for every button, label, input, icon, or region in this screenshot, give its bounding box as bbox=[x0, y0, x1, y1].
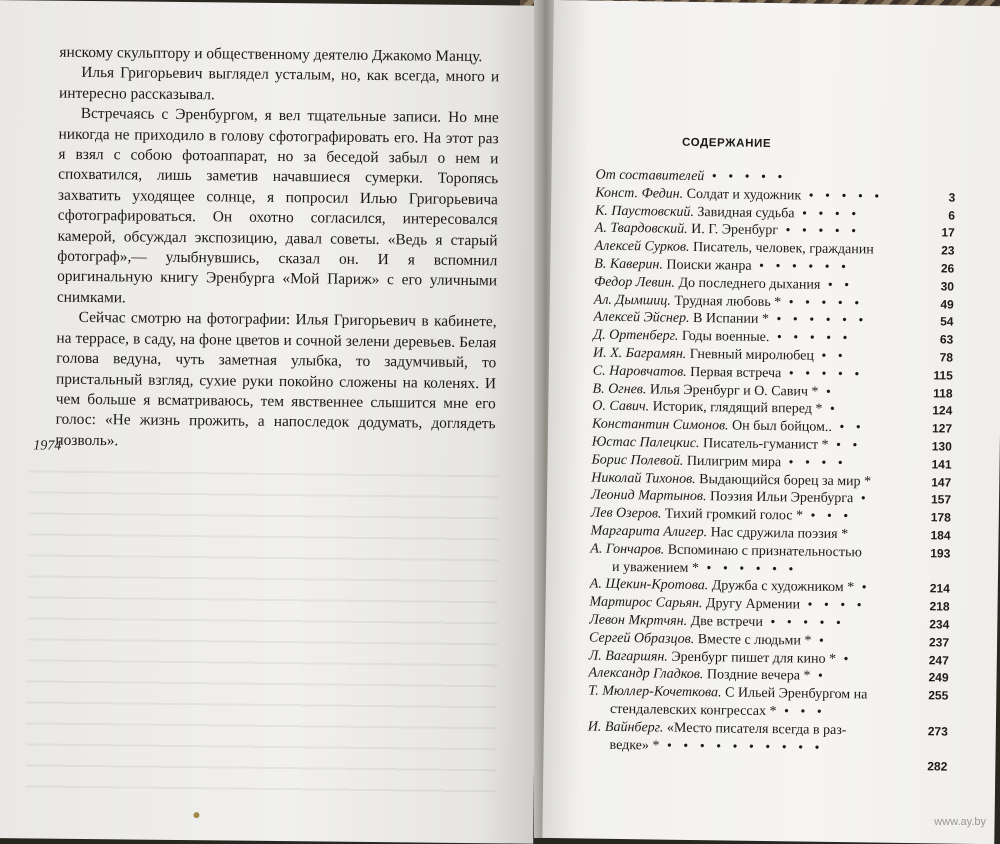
toc-page-number: 30 bbox=[940, 279, 955, 294]
toc-page-number: 17 bbox=[941, 225, 955, 241]
toc-title: Эренбург пишет для кино * bbox=[671, 649, 837, 667]
toc-author: В. Огнев. bbox=[592, 381, 647, 397]
toc-leader-dots: • • bbox=[813, 348, 847, 365]
toc-title-continued: и уважением * • • • • • • bbox=[611, 559, 798, 577]
toc-leader-dots: • • • • • bbox=[781, 294, 864, 311]
toc-leader-dots: • • • • bbox=[781, 454, 847, 471]
toc-page-number: 130 bbox=[931, 439, 952, 454]
toc-title: Пилигрим мира bbox=[686, 453, 782, 470]
toc-title: Две встречи bbox=[690, 613, 763, 630]
toc-entry bbox=[587, 718, 947, 759]
toc-page-number: 63 bbox=[939, 332, 954, 347]
toc-author: Борис Полевой. bbox=[591, 452, 684, 469]
table-of-contents bbox=[587, 167, 956, 774]
toc-author: Алексей Эйснер. bbox=[593, 309, 690, 327]
toc-leader-dots: • • • • bbox=[794, 205, 861, 222]
toc-leader-dots: • • • • • bbox=[769, 330, 852, 347]
toc-author: Мартирос Сарьян. bbox=[589, 594, 703, 612]
toc-author: К. Паустовский. bbox=[594, 203, 695, 220]
toc-page-number: 273 bbox=[927, 723, 948, 739]
toc-page-number: 26 bbox=[940, 261, 955, 276]
toc-title: Выдающийся борец за мир * bbox=[699, 471, 872, 490]
toc-page-number: 178 bbox=[930, 510, 951, 525]
toc-title: Дружба с художником * bbox=[711, 578, 855, 596]
paragraph: янскому скульптору и общественному деятелю Джакомо Манцу. bbox=[59, 43, 483, 66]
toc-page-number: 23 bbox=[941, 243, 955, 258]
toc-author: А. Щекин-Кротова. bbox=[589, 576, 709, 594]
toc-leader-dots: • bbox=[822, 402, 839, 418]
toc-title: До последнего дыхания bbox=[678, 275, 821, 293]
paper-spot bbox=[193, 812, 199, 818]
toc-title: Другу Армении bbox=[705, 596, 801, 613]
toc-author: Ал. Дымшиц. bbox=[593, 292, 671, 309]
toc-author: Конст. Федин. bbox=[595, 185, 684, 202]
toc-author: Федор Левин. bbox=[593, 274, 676, 291]
toc-author: От составителей bbox=[595, 167, 705, 185]
toc-title-continued: ведке» * • • • • • • • • • • bbox=[609, 737, 824, 756]
toc-title: Тихий громкий голос * bbox=[664, 506, 804, 524]
toc-title: Писатель, человек, гражданин bbox=[692, 240, 874, 258]
toc-author: Лев Озеров. bbox=[590, 505, 662, 522]
toc-leader-dots: • bbox=[854, 580, 871, 596]
toc-leader-dots: • bbox=[853, 491, 870, 507]
toc-title: Поиски жанра bbox=[666, 257, 752, 274]
toc-leader-dots: • • • • • bbox=[777, 223, 861, 240]
toc-page-number: 115 bbox=[933, 368, 953, 383]
toc-page-number: 193 bbox=[930, 546, 951, 561]
toc-title: Поздние вечера * bbox=[706, 667, 811, 684]
toc-page-number: 78 bbox=[939, 350, 954, 365]
toc-title: Поэзия Ильи Эренбурга bbox=[709, 489, 854, 507]
toc-author: Левон Мкртчян. bbox=[589, 612, 688, 629]
toc-page-number: 184 bbox=[930, 528, 951, 543]
toc-page-number: 249 bbox=[928, 670, 949, 685]
toc-author: Александр Гладков. bbox=[588, 665, 704, 683]
paragraph: Илья Григорьевич выглядел усталым, но, как всегда, много и интересно рассказывал. bbox=[58, 64, 500, 104]
toc-author: В. Каверин. bbox=[594, 256, 664, 273]
paragraph: Встречаясь с Эренбургом, я вел тщательные записи. Но мне никогда не приходило в голову сфотографировать его. На этот раз я взял с собою фотоаппарат, но за беседой забыл о нем и спохватился, лишь заметив начавшиеся сумерки. Торопясь захватить уходящее солнце, я попросил Илью Григорьевича сфотографироваться. Он охотно согласился, интересовался камерой, обсуждал экспозицию, давал советы. «Ведь я старый фотограф»,— улыбнувшись, сказал он. И я вспомнил оригинальную книгу Эренбурга «Мой Париж» с его уличными снимками. bbox=[56, 105, 499, 307]
toc-leader-dots: • • • • • • bbox=[751, 258, 851, 276]
toc-leader-dots: • • • • • bbox=[801, 188, 884, 205]
toc-title: Первая встреча bbox=[690, 364, 782, 381]
toc-leader-dots: • bbox=[811, 633, 828, 649]
toc-title: В Испании * bbox=[692, 311, 770, 328]
toc-page-number: 157 bbox=[930, 492, 952, 507]
toc-title: Годы военные. bbox=[681, 328, 770, 346]
toc-leader-dots: • • • • • • bbox=[698, 560, 798, 577]
toc-author: Константин Симонов. bbox=[591, 416, 729, 434]
toc-author: Д. Ортенберг. bbox=[593, 327, 679, 344]
toc-title: Он был бойцом.. bbox=[731, 418, 832, 436]
toc-author: С. Наровчатов. bbox=[592, 363, 687, 380]
toc-page-number: 127 bbox=[931, 421, 953, 436]
toc-page-number: 234 bbox=[929, 617, 950, 632]
toc-page-number: 237 bbox=[928, 635, 950, 650]
toc-author: Юстас Палецкис. bbox=[591, 434, 700, 452]
toc-title: Трудная любовь * bbox=[674, 293, 782, 310]
toc-title: Историк, глядящий вперед * bbox=[652, 399, 823, 418]
toc-author: Т. Мюллер-Кочеткова. bbox=[588, 683, 722, 701]
left-page-text bbox=[55, 43, 499, 456]
toc-leader-dots: • • • • • • bbox=[768, 312, 868, 329]
toc-entry bbox=[590, 540, 950, 581]
toc-title: «Место писателя всегда в раз- bbox=[666, 720, 847, 738]
toc-leader-dots: • • • • • bbox=[762, 614, 845, 632]
toc-page-number: 49 bbox=[940, 297, 954, 312]
right-page bbox=[542, 0, 1000, 844]
toc-author: А. Гончаров. bbox=[590, 541, 665, 558]
toc-page-number: 218 bbox=[929, 599, 950, 614]
toc-author: Сергей Образцов. bbox=[588, 630, 695, 647]
toc-page-number: 124 bbox=[932, 403, 953, 418]
toc-title: Солдат и художник bbox=[686, 186, 802, 204]
toc-page-number: 282 bbox=[927, 759, 948, 774]
toc-title: Гневный миролюбец bbox=[689, 346, 814, 364]
toc-title: Завидная судьба bbox=[697, 204, 795, 221]
toc-page-number: 247 bbox=[928, 652, 949, 668]
toc-author: Леонид Мартынов. bbox=[590, 487, 707, 505]
toc-author: О. Савич. bbox=[592, 398, 650, 415]
toc-author: А. Твардовский. bbox=[594, 220, 688, 238]
toc-heading: СОДЕРЖАНИЕ bbox=[681, 136, 772, 151]
toc-page-number: 214 bbox=[929, 581, 950, 596]
toc-page-number: 141 bbox=[931, 457, 952, 472]
toc-title: Вместе с людьми * bbox=[697, 631, 812, 649]
toc-leader-dots: • • • bbox=[776, 704, 826, 720]
toc-page-number: 118 bbox=[933, 385, 953, 401]
toc-leader-dots: • • • bbox=[802, 508, 853, 525]
toc-page-number: 147 bbox=[931, 474, 952, 490]
toc-leader-dots: • • bbox=[831, 420, 865, 436]
toc-title: Вспоминаю с признательностью bbox=[667, 542, 863, 561]
toc-page-number: 255 bbox=[928, 688, 949, 703]
toc-author: Алексей Сурков. bbox=[594, 238, 690, 256]
toc-page-number: 3 bbox=[948, 190, 956, 205]
toc-title: Илья Эренбург и О. Савич * bbox=[649, 381, 819, 400]
year-label: 1974 bbox=[33, 438, 62, 454]
toc-title: И. Г. Эренбург bbox=[691, 222, 779, 239]
toc-page-number: 6 bbox=[948, 208, 956, 223]
toc-leader-dots: • bbox=[810, 668, 827, 685]
toc-leader-dots: • • bbox=[820, 277, 854, 293]
toc-leader-dots: • • • • • • • • • • bbox=[659, 738, 824, 756]
toc-title: Нас сдружила поэзия * bbox=[710, 525, 849, 543]
toc-author: Николай Тихонов. bbox=[591, 470, 696, 487]
toc-page-number: 54 bbox=[940, 314, 954, 329]
toc-leader-dots: • • • • • bbox=[704, 169, 787, 186]
toc-leader-dots: • • • • bbox=[799, 597, 866, 614]
toc-title: Писатель-гуманист * bbox=[702, 436, 829, 453]
toc-author: Маргарита Алигер. bbox=[590, 523, 708, 541]
toc-leader-dots: • bbox=[818, 384, 835, 400]
paragraph: Сейчас смотрю на фотографии: Илья Григорьевич в кабинете, на террасе, в саду, на фоне цветов и сочной зелени деревьев. Белая голова ведуна, чуть заметная улыбка, то задумчивый, то пристальный взгляд, сухие руки покойно сложены на коленях. И чем больше я всматриваюсь, тем явственнее слышится мне его голос: «Не жизнь прожить, а напоследок додумать, доглядеть позволь». bbox=[55, 309, 497, 450]
toc-leader-dots: • • bbox=[828, 437, 862, 454]
toc-entry bbox=[588, 683, 948, 724]
toc-title-continued: стендалевских конгрессах * • • • bbox=[609, 701, 826, 720]
show-through-text bbox=[26, 470, 499, 805]
toc-title: С Ильей Эренбургом на bbox=[724, 685, 868, 703]
toc-author: И. Вайнберг. bbox=[587, 719, 664, 736]
toc-leader-dots: • • • • • bbox=[781, 365, 864, 383]
toc-author: И. Х. Баграмян. bbox=[592, 345, 687, 362]
toc-leader-dots: • bbox=[835, 651, 853, 667]
watermark: www.ay.by bbox=[934, 816, 986, 828]
toc-author: Л. Вагаршян. bbox=[588, 648, 668, 665]
